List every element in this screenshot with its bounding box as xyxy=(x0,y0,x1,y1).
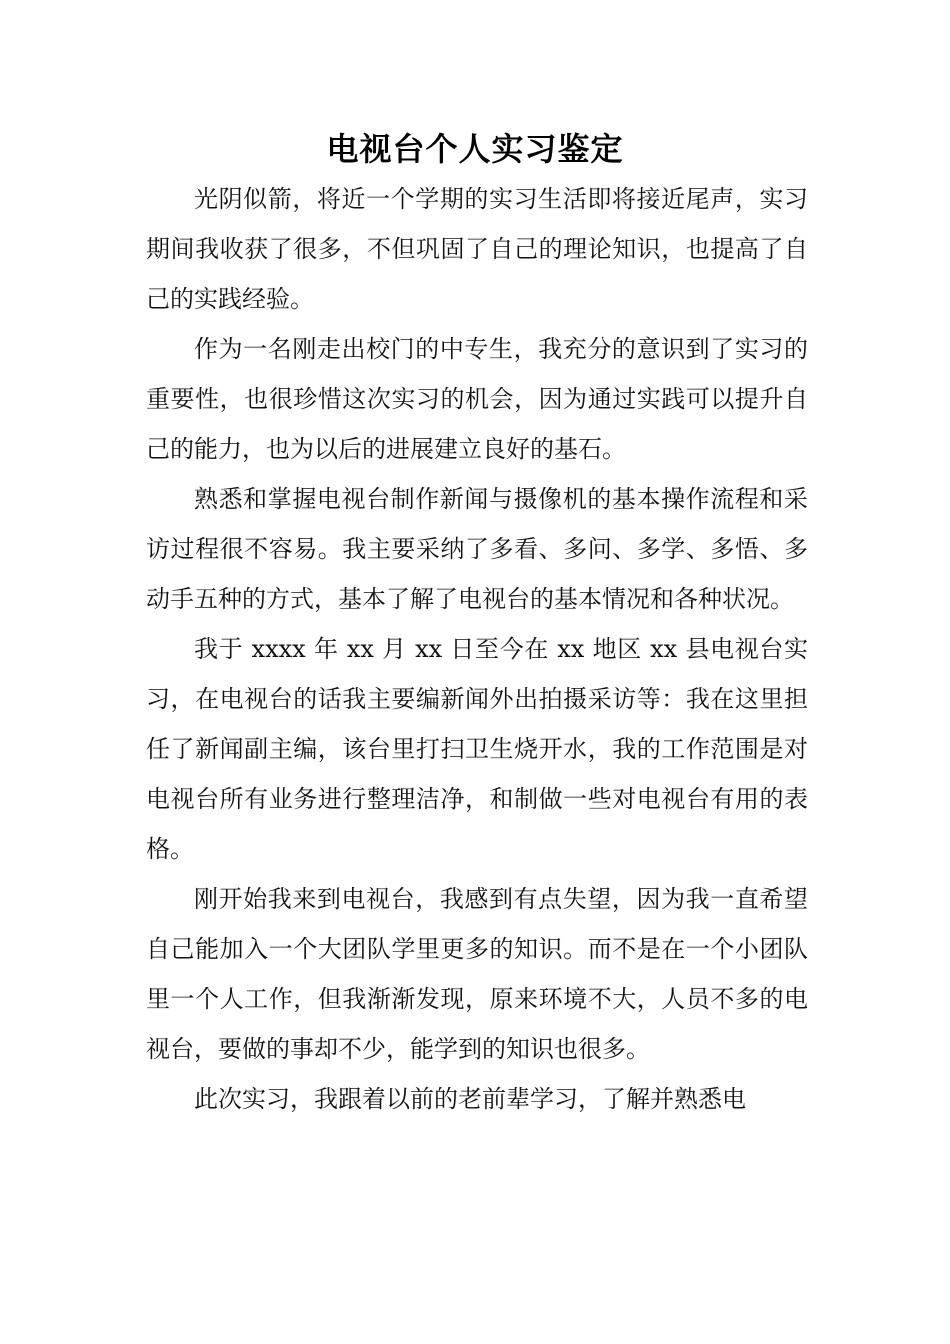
paragraph-1: 光阴似箭，将近一个学期的实习生活即将接近尾声，实习期间我收获了很多，不但巩固了自己的理论知识，也提高了自己的实践经验。 xyxy=(146,185,808,313)
document-body xyxy=(146,174,808,1124)
paragraph-4: 我于 xxxx 年 xx 月 xx 日至今在 xx 地区 xx 县电视台实习，在电视台的话我主要编新闻外出拍摄采访等：我在这里担任了新闻副主编，该台里打扫卫生烧开水，我的工作范围是对电视台所有业务进行整理洁净，和制做一些对电视台有用的表格。 xyxy=(146,635,808,863)
paragraph-2: 作为一名刚走出校门的中专生，我充分的意识到了实习的重要性，也很珍惜这次实习的机会，因为通过实践可以提升自己的能力，也为以后的进展建立良好的基石。 xyxy=(146,335,808,463)
paragraph-5: 刚开始我来到电视台，我感到有点失望，因为我一直希望自己能加入一个大团队学里更多的知识。而不是在一个小团队里一个人工作，但我渐渐发现，原来环境不大，人员不多的电视台，要做的事却不少，能学到的知识也很多。 xyxy=(146,885,808,1063)
paragraph-3: 熟悉和掌握电视台制作新闻与摄像机的基本操作流程和采访过程很不容易。我主要采纳了多看、多问、多学、多悟、多动手五种的方式，基本了解了电视台的基本情况和各种状况。 xyxy=(146,485,808,613)
document-title: 电视台个人实习鉴定 xyxy=(326,130,624,168)
paragraph-6: 此次实习，我跟着以前的老前辈学习，了解并熟悉电 xyxy=(194,1085,746,1113)
